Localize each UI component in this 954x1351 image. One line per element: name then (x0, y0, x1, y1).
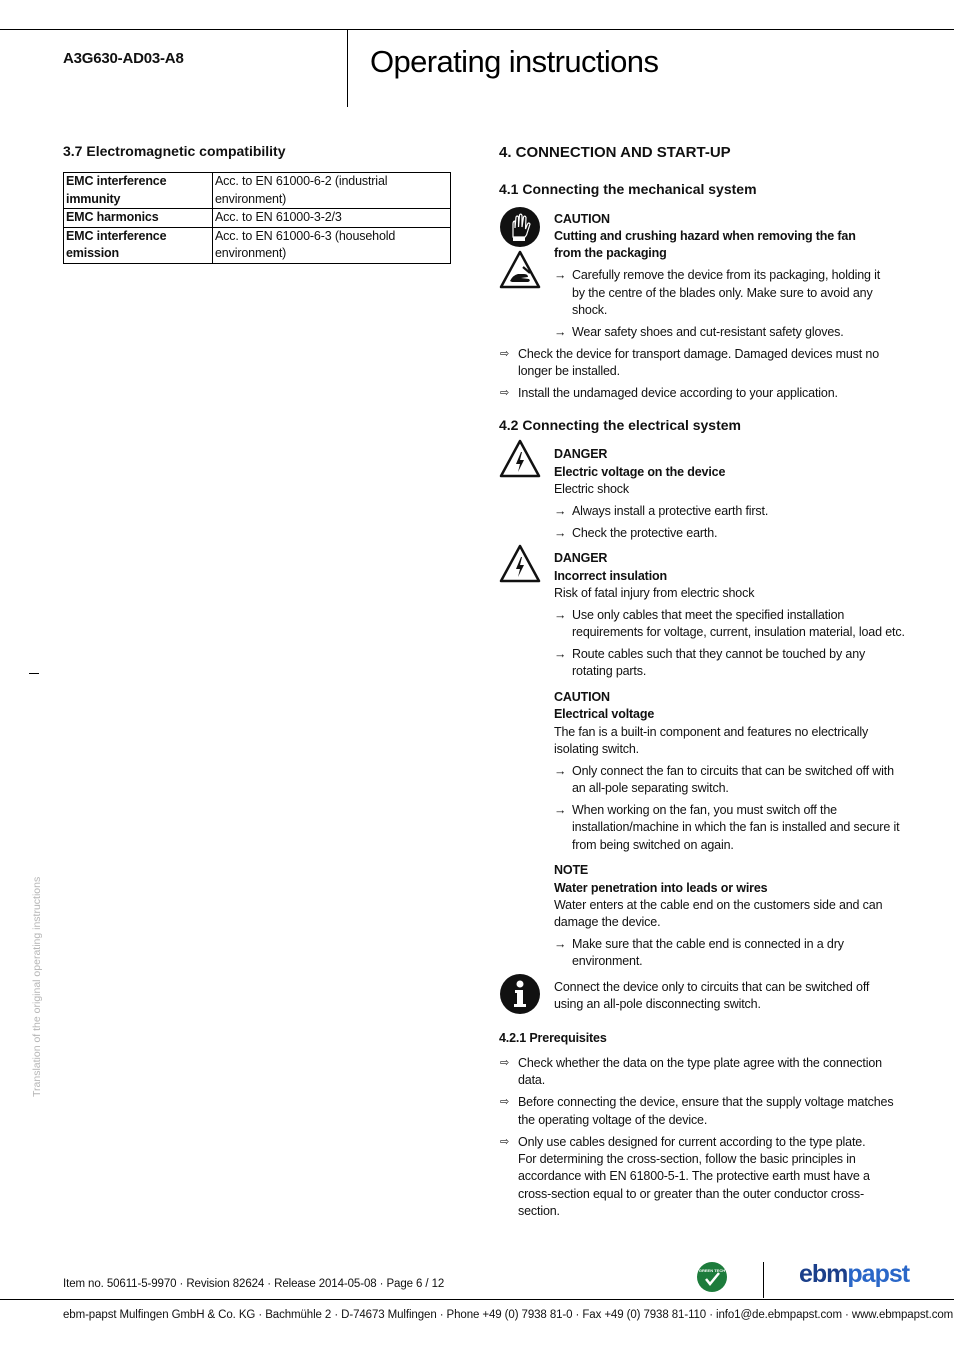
emc-key: immunity (66, 191, 121, 206)
check-arrow-icon: ⇨ (500, 1096, 510, 1108)
danger2-action: rotating parts. (572, 664, 647, 678)
note-sub: damage the device. (554, 915, 661, 929)
check-transport: Check the device for transport damage. Damaged devices must no (518, 347, 880, 361)
caution1-action: Carefully remove the device from its packaging, holding it (572, 268, 881, 282)
danger2-action: Route cables such that they cannot be touched by any (572, 647, 866, 661)
item-revision-info: Item no. 50611-5-9970 · Revision 82624 · Release 2014-05-08 · Page 6 / 12 (63, 1278, 445, 1290)
danger1-action: Always install a protective earth first. (572, 504, 769, 518)
arrow-icon: → (554, 526, 567, 540)
caution2-sub: The fan is a built-in component and features no electrically (554, 725, 869, 739)
caution2-action: installation/machine in which the fan is installed and secure it (572, 820, 900, 834)
electric-hazard-icon (499, 439, 541, 479)
prereq-item: Only use cables designed for current according to the type plate. (518, 1135, 866, 1149)
electric-hazard-icon (499, 544, 541, 584)
header-divider (347, 29, 348, 107)
note-sub: Water enters at the cable end on the customers side and can (554, 898, 883, 912)
arrow-icon: → (554, 268, 567, 282)
page-title: Operating instructions (370, 44, 659, 79)
section-4-2-heading: 4.2 Connecting the electrical system (499, 417, 741, 433)
arrow-icon: → (554, 504, 567, 518)
caution1-action: by the centre of the blades only. Make sure to avoid any (572, 286, 873, 300)
emc-key: emission (66, 246, 119, 260)
section-4-heading: 4. CONNECTION AND START-UP (499, 144, 731, 161)
caution2-title: Electrical voltage (554, 707, 655, 721)
check-arrow-icon: ⇨ (500, 387, 510, 399)
caution1-title: from the packaging (554, 246, 667, 260)
danger2-action: requirements for voltage, current, insulation material, load etc. (572, 625, 905, 639)
arrow-icon: → (554, 937, 567, 951)
prereq-item: accordance with EN 61800-5-1. The protective earth must have a (518, 1169, 870, 1183)
ebmpapst-logo: ebmpapst (799, 1260, 910, 1288)
caution2-action: Only connect the fan to circuits that can be switched off with (572, 764, 894, 778)
prereq-item: section. (518, 1204, 560, 1218)
footer-logo-divider (763, 1262, 764, 1298)
arrow-icon: → (554, 764, 567, 778)
company-contact: ebm-papst Mulfingen GmbH & Co. KG · Bachmühle 2 · D-74673 Mulfingen · Phone +49 (0) 7938 81-0 · Fax +49 (0) 7938 81-110 · info1@de.ebmpapst.com · www.ebmpapst.com (63, 1309, 954, 1321)
emc-key: EMC interference (66, 174, 167, 188)
prereq-item: the operating voltage of the device. (518, 1113, 708, 1127)
note-action: Make sure that the cable end is connected in a dry (572, 937, 844, 951)
danger1-action: Check the protective earth. (572, 526, 718, 540)
table-row (64, 173, 451, 209)
note-title: Water penetration into leads or wires (554, 881, 768, 895)
emc-table (63, 172, 451, 264)
info-icon (499, 973, 541, 1015)
prereq-item: Before connecting the device, ensure that the supply voltage matches (518, 1095, 894, 1109)
section-4-2-1-heading: 4.2.1 Prerequisites (499, 1031, 607, 1045)
note-action: environment. (572, 954, 643, 968)
arrow-icon: → (554, 803, 567, 817)
emc-value: environment) (215, 246, 287, 260)
check-arrow-icon: ⇨ (500, 348, 510, 360)
caution2-action: from being switched on again. (572, 838, 734, 852)
caution1-title: Cutting and crushing hazard when removing the fan (554, 229, 856, 243)
caution2-action: an all-pole separating switch. (572, 781, 729, 795)
emc-key: EMC interference (66, 228, 167, 243)
table-row (64, 209, 451, 228)
table-row (64, 227, 451, 263)
arrow-icon: → (554, 325, 567, 339)
danger2-sub: Risk of fatal injury from electric shock (554, 586, 755, 600)
prereq-item: cross-section equal to or greater than the outer conductor cross- (518, 1187, 864, 1201)
caution1-action: shock. (572, 303, 608, 317)
emc-value: Acc. to EN 61000-6-2 (industrial (215, 174, 388, 188)
greentech-badge-text: GREEN TECH (698, 1268, 726, 1273)
install-device: Install the undamaged device according to your application. (518, 386, 838, 400)
model-number: A3G630-AD03-A8 (63, 50, 184, 67)
arrow-icon: → (554, 647, 567, 661)
protective-gloves-icon (499, 206, 541, 248)
danger1-label: DANGER (554, 447, 608, 461)
prereq-item: data. (518, 1073, 546, 1087)
danger1-sub: Electric shock (554, 482, 630, 496)
section-4-1-heading: 4.1 Connecting the mechanical system (499, 181, 757, 197)
caution1-action: Wear safety shoes and cut-resistant safety gloves. (572, 325, 844, 339)
danger2-label: DANGER (554, 551, 608, 565)
prereq-item: Check whether the data on the type plate agree with the connection (518, 1056, 882, 1070)
danger2-title: Incorrect insulation (554, 569, 667, 583)
info-text: using an all-pole disconnecting switch. (554, 997, 761, 1011)
emc-heading: 3.7 Electromagnetic compatibility (63, 143, 286, 159)
crushing-hazard-icon (499, 250, 541, 290)
caution1-label: CAUTION (554, 212, 610, 226)
prereq-item: For determining the cross-section, follow the basic principles in (518, 1152, 856, 1166)
check-arrow-icon: ⇨ (500, 1057, 510, 1069)
header-top-rule (0, 29, 954, 30)
emc-value: environment) (215, 191, 287, 206)
caution2-label: CAUTION (554, 690, 610, 704)
info-text: Connect the device only to circuits that can be switched off (554, 980, 870, 994)
sidebar-translation-note: Translation of the original operating instructions (31, 876, 43, 1097)
check-arrow-icon: ⇨ (500, 1136, 510, 1148)
footer-rule (0, 1299, 954, 1300)
caution2-sub: isolating switch. (554, 742, 639, 756)
danger2-action: Use only cables that meet the specified installation (572, 608, 845, 622)
emc-value: Acc. to EN 61000-6-3 (household (215, 228, 396, 243)
greentech-badge-icon (697, 1262, 727, 1292)
arrow-icon: → (554, 608, 567, 622)
note-label: NOTE (554, 863, 589, 877)
emc-value: Acc. to EN 61000-3-2/3 (215, 210, 342, 224)
caution2-action: When working on the fan, you must switch off the (572, 803, 837, 817)
margin-tick (29, 673, 39, 674)
danger1-title: Electric voltage on the device (554, 465, 726, 479)
check-transport: longer be installed. (518, 364, 620, 378)
emc-key: EMC harmonics (66, 210, 159, 224)
